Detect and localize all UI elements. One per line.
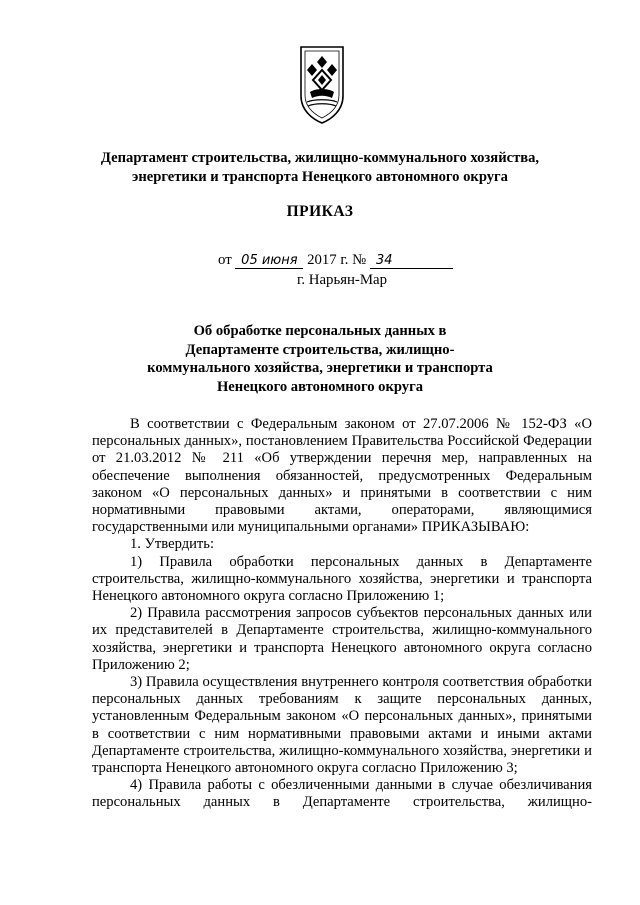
subject-line-2: Департаменте строительства, жилищно- xyxy=(185,341,455,358)
handwritten-date: 05 июня xyxy=(235,254,303,269)
clause-1-heading: 1. Утвердить: xyxy=(130,536,215,553)
order-body xyxy=(92,416,592,812)
coat-of-arms-emblem xyxy=(298,44,346,126)
year-and-number-label: 2017 г. № xyxy=(307,252,367,268)
subject-line-4: Ненецкого автономного округа xyxy=(216,378,424,395)
clause-1-item-1: 1) Правила обработки персональных данных в Департаменте строительства, жилищно-коммунального хозяйства, энергетики и транспорта Ненецкого автономного округа согласно Приложению 1; xyxy=(92,553,592,605)
document-type-title: ПРИКАЗ xyxy=(286,203,354,220)
department-line-1: Департамент строительства, жилищно-коммунального хозяйства, xyxy=(100,150,540,166)
clause-1-item-4: 4) Правила работы с обезличенными данными в случае обезличивания персональных данных в Департаменте строительства, жилищно- xyxy=(92,777,592,811)
subject-line-1: Об обработке персональных данных в xyxy=(193,323,447,339)
preamble-paragraph: В соответствии с Федеральным законом от 27.07.2006 № 152-ФЗ «О персональных данных», постановлением Правительства Российской Федерации от 21.03.2012 № 211 «Об утверждении перечня мер, направленных на обеспечение выполнения обязанностей, предусмотренных Федеральным законом «О персональных данных» и принятыми в соответствии с ним нормативными правовыми актами, операторами, являющимися государственными или муниципальными органами» ПРИКАЗЫВАЮ: xyxy=(92,416,592,536)
clause-1-item-2: 2) Правила рассмотрения запросов субъектов персональных данных или их представителей в Департаменте строительства, жилищно-коммунального хозяйства, энергетики и транспорта Ненецкого автономного округа согласно Приложению 2; xyxy=(92,605,592,673)
clause-1-item-3: 3) Правила осуществления внутреннего контроля соответствия обработки персональных данных требованиям к защите персональных данных, установленным Федеральным законом «О персональных данных», принятыми в соответствии с ним нормативными правовыми актами и иными актами Департаменте строительства, жилищно-коммунального хозяйства, энергетики и транспорта Ненецкого автономного округа согласно Приложению 3; xyxy=(92,674,592,777)
department-name xyxy=(0,149,640,187)
subject-line-3: коммунального хозяйства, энергетики и транспорта xyxy=(147,360,493,376)
date-line xyxy=(218,252,453,269)
date-prefix: от xyxy=(218,252,232,268)
department-line-2: энергетики и транспорта Ненецкого автономного округа xyxy=(132,169,508,185)
order-subject xyxy=(0,322,640,396)
city-name: г. Нарьян-Мар xyxy=(297,272,387,288)
handwritten-order-number: 34 xyxy=(370,254,453,269)
